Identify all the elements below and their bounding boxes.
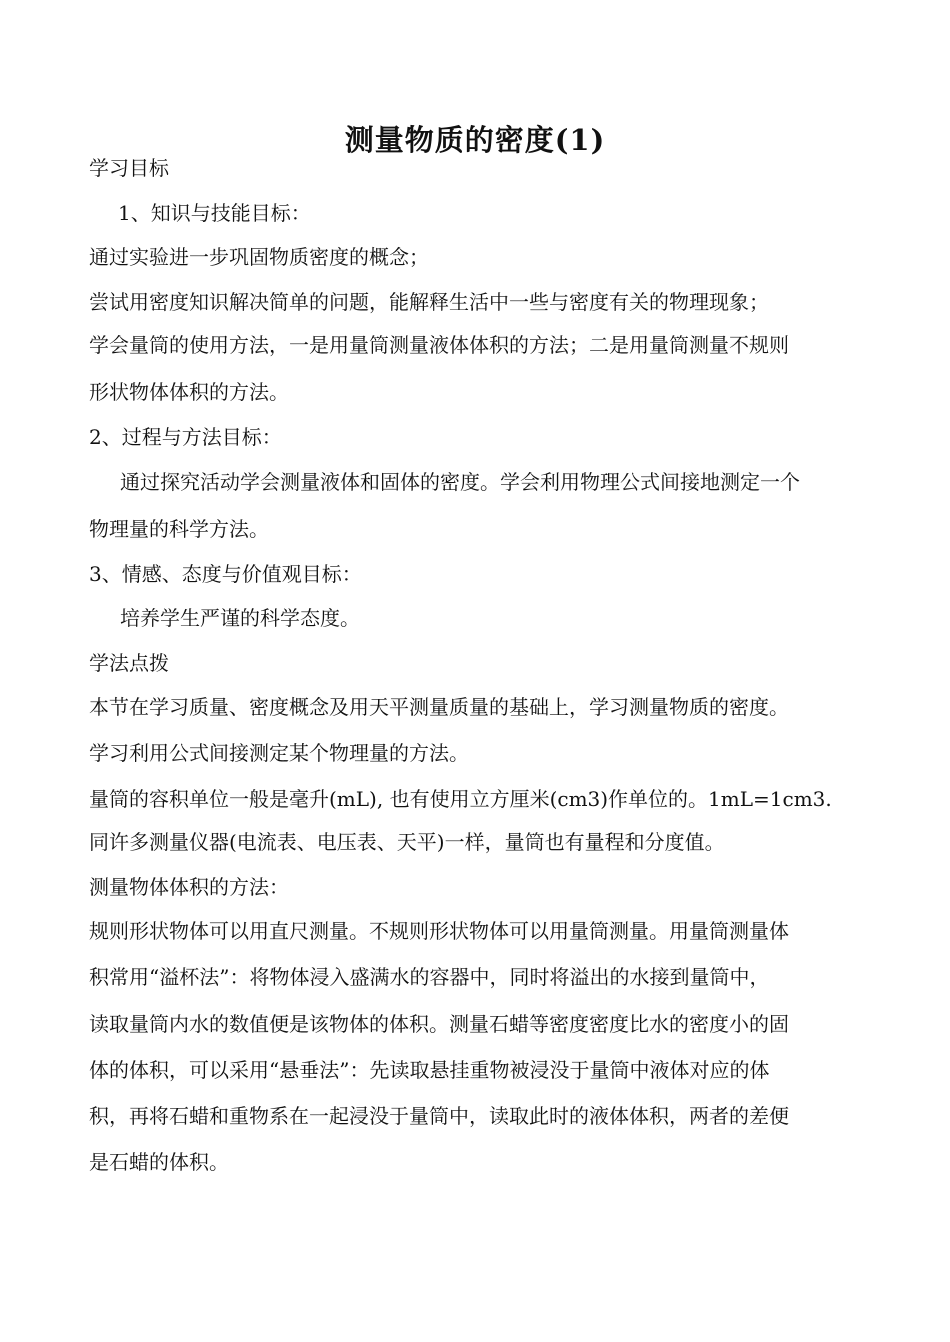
paragraph-line: 积常用“溢杯法”：将物体浸入盛满水的容器中，同时将溢出的水接到量筒中， bbox=[89, 965, 770, 989]
paragraph-line: 通过探究活动学会测量液体和固体的密度。学会利用物理公式间接地测定一个 bbox=[120, 470, 800, 494]
paragraph-line: 量筒的容积单位一般是毫升(mL), 也有使用立方厘米(cm3)作单位的。1mL=1cm3. bbox=[89, 787, 832, 811]
paragraph-line: 积，再将石蜡和重物系在一起浸没于量筒中，读取此时的液体体积，两者的差便 bbox=[89, 1104, 789, 1128]
paragraph-line: 学会量筒的使用方法，一是用量筒测量液体体积的方法；二是用量筒测量不规则 bbox=[89, 333, 789, 357]
paragraph-line: 物理量的科学方法。 bbox=[89, 517, 269, 541]
subheading-volume-methods: 测量物体体积的方法： bbox=[89, 875, 289, 899]
paragraph-line: 读取量筒内水的数值便是该物体的体积。测量石蜡等密度密度比水的密度小的固 bbox=[89, 1012, 789, 1036]
paragraph-line: 是石蜡的体积。 bbox=[89, 1150, 229, 1174]
section-heading-objectives: 学习目标 bbox=[89, 156, 169, 180]
page-title: 测量物质的密度(1) bbox=[344, 123, 606, 157]
subheading-attitude-values: 3、情感、态度与价值观目标： bbox=[89, 562, 362, 586]
paragraph-line: 培养学生严谨的科学态度。 bbox=[120, 606, 360, 630]
subheading-process-methods: 2、过程与方法目标： bbox=[89, 425, 282, 449]
paragraph-line: 体的体积，可以采用“悬垂法”：先读取悬挂重物被浸没于量筒中液体对应的体 bbox=[89, 1058, 770, 1082]
paragraph-line: 通过实验进一步巩固物质密度的概念； bbox=[89, 245, 429, 269]
subheading-knowledge-skills: 1、知识与技能目标： bbox=[118, 201, 311, 225]
section-heading-method-tips: 学法点拨 bbox=[89, 651, 169, 675]
paragraph-line: 形状物体体积的方法。 bbox=[89, 380, 289, 404]
paragraph-line: 尝试用密度知识解决简单的问题，能解释生活中一些与密度有关的物理现象； bbox=[89, 290, 769, 314]
paragraph-line: 学习利用公式间接测定某个物理量的方法。 bbox=[89, 741, 469, 765]
paragraph-line: 规则形状物体可以用直尺测量。不规则形状物体可以用量筒测量。用量筒测量体 bbox=[89, 919, 789, 943]
paragraph-line: 本节在学习质量、密度概念及用天平测量质量的基础上，学习测量物质的密度。 bbox=[89, 695, 789, 719]
paragraph-line: 同许多测量仪器(电流表、电压表、天平)一样，量筒也有量程和分度值。 bbox=[89, 830, 725, 854]
